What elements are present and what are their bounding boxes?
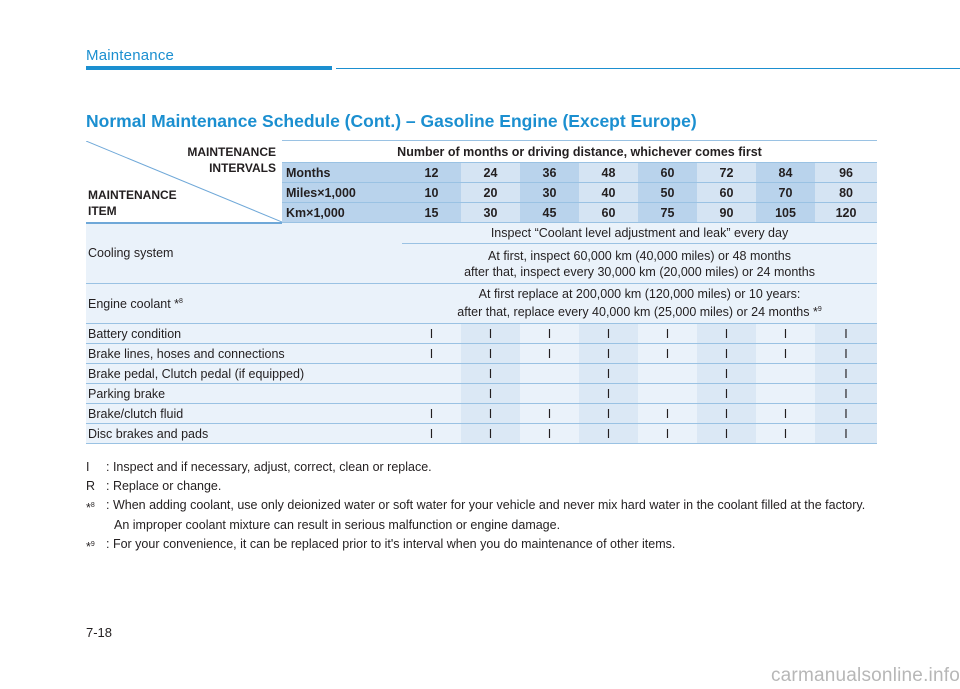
note-text: An improper coolant mixture can result in serious malfunction or engine damage. xyxy=(114,518,561,533)
interval-header-title: Number of months or driving distance, whichever comes first xyxy=(282,141,877,163)
schedule-cell xyxy=(520,364,579,384)
note-key: *$^8$ xyxy=(86,501,95,516)
schedule-cell: I xyxy=(579,364,638,384)
schedule-cell: I xyxy=(697,424,756,444)
note-footnote-8-cont xyxy=(86,517,886,534)
schedule-cell: I xyxy=(756,424,815,444)
item-label: Brake/clutch fluid xyxy=(86,404,402,424)
schedule-cell: I xyxy=(756,344,815,364)
schedule-cell: I xyxy=(697,364,756,384)
table-row xyxy=(86,424,877,444)
schedule-cell: I xyxy=(697,344,756,364)
schedule-cell: I xyxy=(461,424,520,444)
interval-value: 10 xyxy=(402,183,461,203)
schedule-cell xyxy=(756,364,815,384)
note-key xyxy=(86,517,106,534)
section-label: Maintenance xyxy=(86,47,175,64)
interval-value: 50 xyxy=(638,183,697,203)
coolant-interval-note: At first replace at 200,000 km (120,000 miles) or 10 years: after that, replace every 40,000 km (25,000 miles) or 24 months *$^9$ xyxy=(402,284,877,324)
interval-value: 12 xyxy=(402,163,461,183)
interval-value: 45 xyxy=(520,203,579,223)
schedule-cell: I xyxy=(402,324,461,344)
interval-value: 70 xyxy=(756,183,815,203)
interval-value: 60 xyxy=(638,163,697,183)
schedule-cell: I xyxy=(815,344,877,364)
schedule-cell xyxy=(638,384,697,404)
interval-value: 72 xyxy=(697,163,756,183)
note-key: R xyxy=(86,479,96,493)
interval-value: 15 xyxy=(402,203,461,223)
item-label: Brake pedal, Clutch pedal (if equipped) xyxy=(86,364,402,384)
note-footnote-8 xyxy=(86,497,886,517)
note-key: *$^9$ xyxy=(86,540,95,555)
schedule-cell: I xyxy=(815,384,877,404)
schedule-cell: I xyxy=(520,404,579,424)
corner-intervals-label: MAINTENANCE INTERVALS xyxy=(187,144,276,175)
schedule-cell: I xyxy=(638,324,697,344)
item-label: Engine coolant *$^8$ xyxy=(86,284,402,324)
watermark-text: carmanualsonline.info xyxy=(770,665,960,686)
table-row xyxy=(86,344,877,364)
table-row xyxy=(86,324,877,344)
schedule-cell: I xyxy=(815,424,877,444)
schedule-cell: I xyxy=(461,364,520,384)
schedule-cell: I xyxy=(461,344,520,364)
table-row xyxy=(86,364,877,384)
note-footnote-9 xyxy=(86,536,886,556)
schedule-cell: I xyxy=(461,384,520,404)
cooling-interval-note: At first, inspect 60,000 km (40,000 miles) or 48 months after that, inspect every 30,000 km (20,000 miles) or 24 months xyxy=(402,244,877,284)
interval-value: 96 xyxy=(815,163,877,183)
header-rule-thick xyxy=(86,66,332,70)
schedule-cell: I xyxy=(402,404,461,424)
schedule-cell: I xyxy=(697,324,756,344)
cooling-daily-note: Inspect “Coolant level adjustment and leak” every day xyxy=(402,223,877,244)
header-rule-thin xyxy=(336,68,960,69)
note-replace xyxy=(86,478,886,495)
schedule-cell: I xyxy=(815,364,877,384)
schedule-cell: I xyxy=(815,324,877,344)
interval-value: 36 xyxy=(520,163,579,183)
schedule-cell: I xyxy=(579,384,638,404)
item-label: Cooling system xyxy=(86,223,402,284)
interval-value: 105 xyxy=(756,203,815,223)
note-key: I xyxy=(86,460,90,474)
schedule-cell: I xyxy=(461,324,520,344)
interval-label: Km×1,000 xyxy=(282,203,402,223)
schedule-cell: I xyxy=(815,404,877,424)
schedule-cell xyxy=(756,384,815,404)
schedule-cell xyxy=(402,364,461,384)
interval-value: 20 xyxy=(461,183,520,203)
page-title: Normal Maintenance Schedule (Cont.) – Gasoline Engine (Except Europe) xyxy=(86,111,697,131)
schedule-cell: I xyxy=(579,404,638,424)
schedule-cell: I xyxy=(638,404,697,424)
interval-value: 48 xyxy=(579,163,638,183)
schedule-cell: I xyxy=(697,384,756,404)
item-label: Battery condition xyxy=(86,324,402,344)
schedule-cell: I xyxy=(579,424,638,444)
schedule-cell: I xyxy=(461,404,520,424)
interval-value: 75 xyxy=(638,203,697,223)
interval-value: 60 xyxy=(697,183,756,203)
schedule-cell: I xyxy=(756,404,815,424)
interval-label: Miles×1,000 xyxy=(282,183,402,203)
schedule-cell xyxy=(638,364,697,384)
coolant-row xyxy=(86,284,877,324)
schedule-cell: I xyxy=(402,424,461,444)
schedule-cell: I xyxy=(520,424,579,444)
note-text: : Inspect and if necessary, adjust, correct, clean or replace. xyxy=(106,460,432,474)
note-text: : Replace or change. xyxy=(106,479,222,493)
schedule-cell: I xyxy=(402,344,461,364)
note-text: : For your convenience, it can be replaced prior to it's interval when you do maintenance of other items. xyxy=(106,537,676,552)
note-text: : When adding coolant, use only deionized water or soft water for your vehicle and never mix hard water in the coolant filled at the factory. xyxy=(106,498,866,512)
corner-item-label: MAINTENANCE ITEM xyxy=(88,187,177,218)
schedule-cell xyxy=(520,384,579,404)
interval-value: 30 xyxy=(520,183,579,203)
schedule-cell xyxy=(402,384,461,404)
schedule-cell: I xyxy=(756,324,815,344)
interval-value: 24 xyxy=(461,163,520,183)
interval-value: 84 xyxy=(756,163,815,183)
schedule-cell: I xyxy=(520,324,579,344)
item-label: Disc brakes and pads xyxy=(86,424,402,444)
interval-value: 80 xyxy=(815,183,877,203)
legend-notes xyxy=(86,459,886,558)
interval-value: 90 xyxy=(697,203,756,223)
schedule-cell: I xyxy=(520,344,579,364)
table-row xyxy=(86,404,877,424)
interval-value: 40 xyxy=(579,183,638,203)
page-number: 7-18 xyxy=(86,625,113,640)
interval-value: 30 xyxy=(461,203,520,223)
cooling-row-1 xyxy=(86,223,877,244)
schedule-cell: I xyxy=(579,344,638,364)
schedule-cell: I xyxy=(579,324,638,344)
schedule-cell: I xyxy=(638,344,697,364)
interval-label: Months xyxy=(282,163,402,183)
table-row xyxy=(86,384,877,404)
maintenance-schedule-table xyxy=(86,140,877,444)
schedule-cell: I xyxy=(638,424,697,444)
interval-value: 60 xyxy=(579,203,638,223)
table-corner-cell xyxy=(86,141,282,223)
note-inspect xyxy=(86,459,886,476)
item-label: Parking brake xyxy=(86,384,402,404)
interval-value: 120 xyxy=(815,203,877,223)
item-label: Brake lines, hoses and connections xyxy=(86,344,402,364)
schedule-cell: I xyxy=(697,404,756,424)
